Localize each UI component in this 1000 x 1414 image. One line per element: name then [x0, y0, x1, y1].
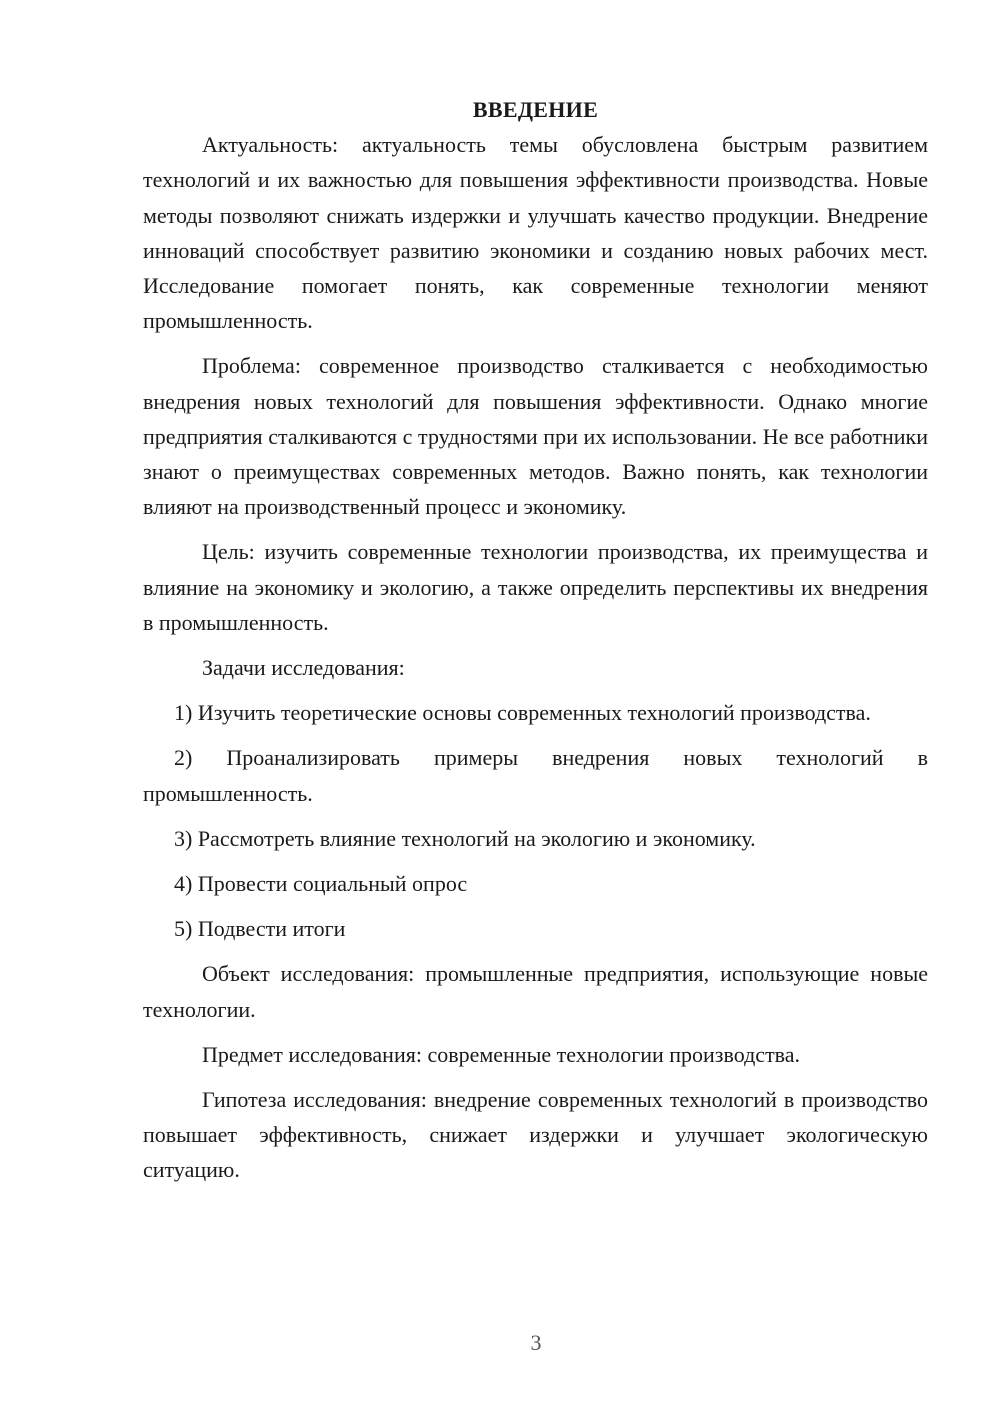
object-paragraph: Объект исследования: промышленные предприятия, использующие новые технологии. — [143, 961, 928, 1022]
relevance-paragraph: Актуальность: актуальность темы обусловлена быстрым развитием технологий и их важностью для повышения эффективности производства. Новые методы позволяют снижать издержки и улучшать качество продукции. Внедрение инноваций способствует развитию экономики и созданию новых рабочих мест. Исследование помогает понять, как современные технологии меняют промышленность. — [143, 132, 928, 334]
subject-paragraph: Предмет исследования: современные технологии производства. — [202, 1041, 801, 1067]
page-title: ВВЕДЕНИЕ — [472, 97, 599, 122]
goal-paragraph: Цель: изучить современные технологии производства, их преимущества и влияние на экономику и экологию, а также определить перспективы их внедрения в промышленность. — [143, 539, 928, 635]
problem-paragraph: Проблема: современное производство сталкивается с необходимостью внедрения новых технологий для повышения эффективности. Однако многие предприятия сталкиваются с трудностями при их использовании. Не все работники знают о преимуществах современных методов. Важно понять, как технологии влияют на производственный процесс и экономику. — [143, 353, 928, 520]
task-item: 4) Провести социальный опрос — [174, 871, 468, 897]
task-item: 3) Рассмотреть влияние технологий на экологию и экономику. — [174, 825, 756, 851]
tasks-heading: Задачи исследования: — [202, 655, 405, 681]
page-number: 3 — [530, 1330, 542, 1355]
task-item: 1) Изучить теоретические основы современных технологий производства. — [174, 700, 871, 726]
task-item: 2) Проанализировать примеры внедрения новых технологий в промышленность. — [143, 745, 928, 806]
hypothesis-paragraph: Гипотеза исследования: внедрение современных технологий в производство повышает эффективность, снижает издержки и улучшает экологическую ситуацию. — [143, 1087, 928, 1183]
task-item: 5) Подвести итоги — [174, 916, 346, 942]
document-body — [143, 92, 928, 1198]
